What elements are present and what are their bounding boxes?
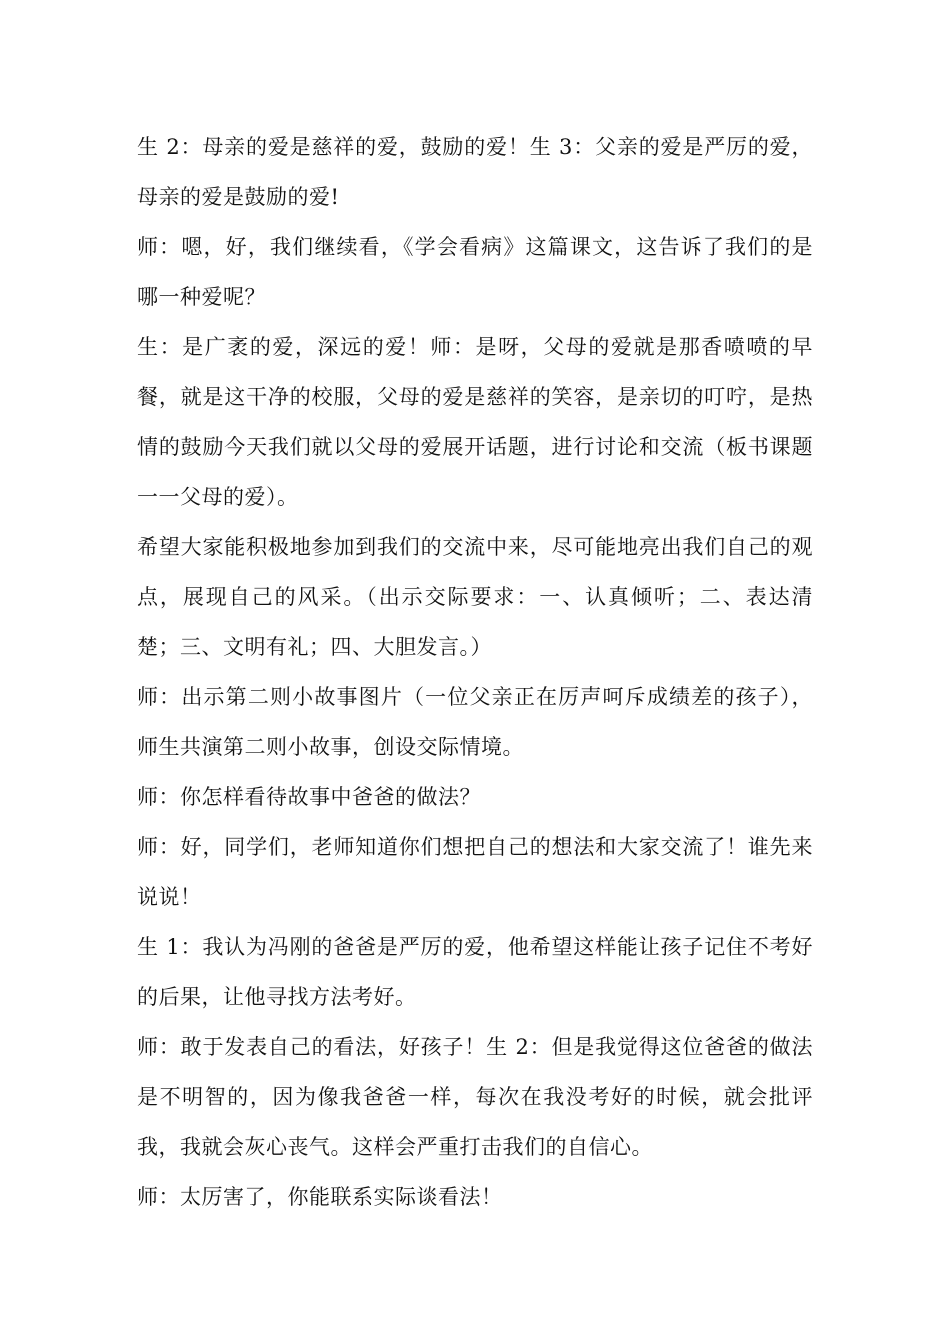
paragraph-1: 生 2：母亲的爱是慈祥的爱，鼓励的爱！生 3：父亲的爱是严厉的爱，母亲的爱是鼓励的爱!: [137, 135, 813, 209]
paragraph-10: 师：太厉害了，你能联系实际谈看法！: [137, 1185, 503, 1209]
paragraph-8: 生 1：我认为冯刚的爸爸是严厉的爱，他希望这样能让孩子记住不考好的后果，让他寻找方法考好。: [137, 935, 813, 1009]
paragraph-9: 师：敢于发表自己的看法，好孩子！生 2：但是我觉得这位爸爸的做法是不明智的，因为像我爸爸一样，每次在我没考好的时候，就会批评我，我就会灰心丧气。这样会严重打击我们的自信心。: [137, 1035, 813, 1159]
paragraph-4: 希望大家能积极地参加到我们的交流中来，尽可能地亮出我们自己的观点，展现自己的风采。（出示交际要求：一、认真倾听；二、表达清楚；三、文明有礼；四、大胆发言。）: [137, 535, 813, 659]
paragraph-6: 师：你怎样看待故事中爸爸的做法？: [137, 785, 481, 809]
paragraph-2: 师：嗯，好，我们继续看，《学会看病》这篇课文，这告诉了我们的是哪一种爱呢？: [137, 235, 813, 309]
document-page: [137, 122, 813, 1222]
paragraph-3: 生：是广袤的爱，深远的爱！师：是呀，父母的爱就是那香喷喷的早餐，就是这干净的校服，父母的爱是慈祥的笑容，是亲切的叮咛，是热情的鼓励今天我们就以父母的爱展开话题，进行讨论和交流（板书课题一一父母的爱）。: [137, 335, 813, 509]
paragraph-5: 师：出示第二则小故事图片（一位父亲正在厉声呵斥成绩差的孩子），师生共演第二则小故事，创设交际情境。: [137, 685, 813, 759]
paragraph-7: 师：好，同学们，老师知道你们想把自己的想法和大家交流了！谁先来说说！: [137, 835, 813, 909]
